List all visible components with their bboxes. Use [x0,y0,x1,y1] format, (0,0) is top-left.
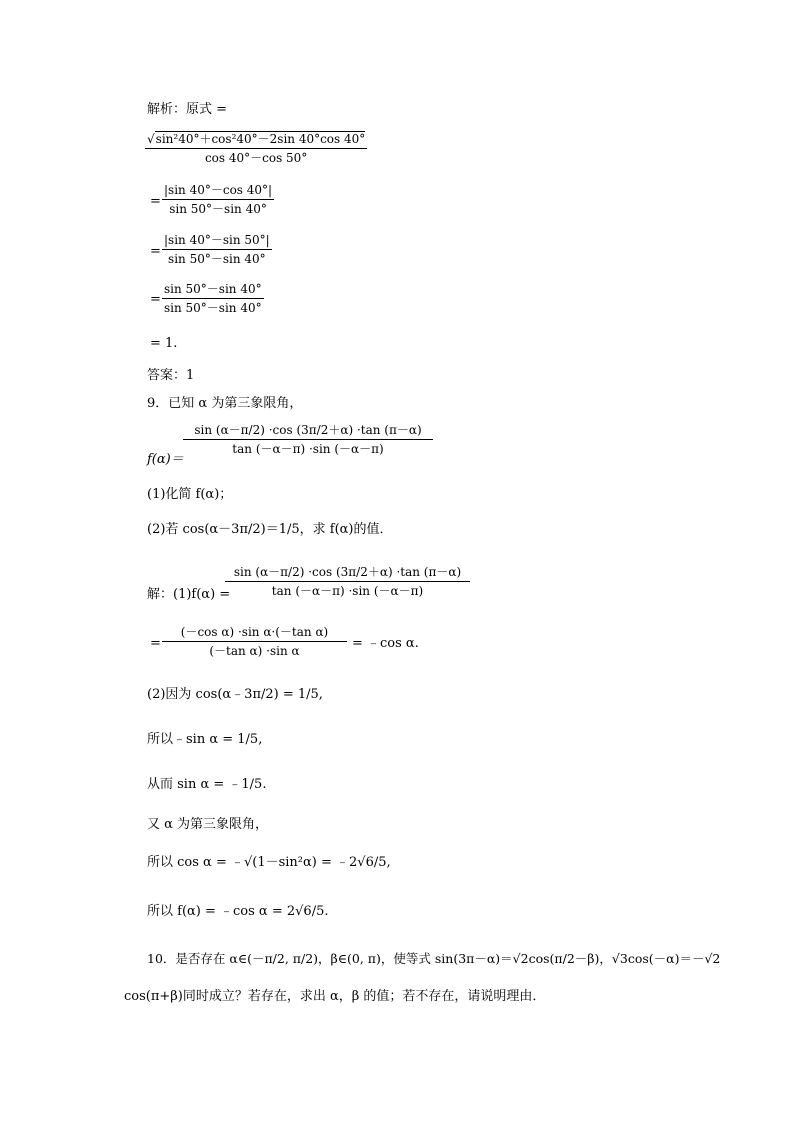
q10-line1: 10．是否存在 α∈(－π/2, π/2)，β∈(0, π)，使等式 sin(3π－α)＝√2cos(π/2－β)，√3cos(－α)＝－√2 [147,951,721,966]
frac3-denominator: sin 50°－sin 40° [168,252,266,266]
sol9-step-numerator: (－cos α) ·sin α·(－tan α) [180,625,329,639]
sol9-denominator: tan (－α－π) ·sin (－α－π) [271,584,424,598]
sol9-step-fraction [162,626,347,657]
frac4-denominator: sin 50°－sin 40° [164,301,262,315]
analysis-label: 解析：原式 = [147,102,228,117]
equals-sign: = [150,636,161,651]
sol9-numerator: sin (α－π/2) ·cos (3π/2＋α) ·tan (π－α) [233,565,462,579]
q9-f-denominator: tan (－α－π) ·sin (－α－π) [232,442,384,456]
equals-sign: = [150,194,161,209]
sol9-fraction [225,566,470,597]
q10-line2: cos(π+β)同时成立？若存在，求出 α，β 的值；若不存在，请说明理由． [124,989,546,1004]
frac2-numerator: |sin 40°－cos 40°| [164,183,273,197]
fraction-step3 [162,234,272,265]
fraction-original-expr: √sin²40°＋cos²40°－2sin 40°cos 40° cos 40°－cos 50° [147,132,366,165]
frac4-numerator: sin 50°－sin 40° [164,282,262,296]
q9-part2: (2)若 cos(α－3π/2)＝1/5，求 f(α)的值． [147,522,393,537]
answer-line: 答案：1 [147,368,195,383]
frac1-denominator: cos 40°－cos 50° [204,151,308,165]
sol9-p2e: 所以 cos α = ﹣√(1－sin²α) = ﹣2√6/5, [147,855,391,870]
sol9-p2b: 所以﹣sin α = 1/5, [147,732,263,747]
sol9-step-result: = ﹣cos α. [352,636,419,651]
sol9-start: 解：(1)f(α) = [147,587,231,602]
frac3-numerator: |sin 40°－sin 50°| [164,233,270,247]
q9-stem: 9．已知 α 为第三象限角， [147,396,303,411]
sol9-p2f: 所以 f(α) = ﹣cos α = 2√6/5. [147,904,329,919]
q9-f-numerator: sin (α－π/2) ·cos (3π/2＋α) ·tan (π－α) [194,423,422,437]
q9-f-label: f(α)＝ [147,452,184,467]
q9-part1: (1)化简 f(α)； [147,487,233,502]
sol9-p2d: 又 α 为第三象限角， [147,817,269,832]
sol9-p2c: 从而 sin α = ﹣1/5. [147,777,267,792]
fraction-step4 [162,283,264,314]
frac2-denominator: sin 50°－sin 40° [169,202,267,216]
result-line: = 1. [150,336,178,351]
equals-sign: = [150,244,161,259]
q9-f-fraction [183,424,433,455]
sol9-step-denominator: (－tan α) ·sin α [209,644,300,658]
frac1-numerator: sin²40°＋cos²40°－2sin 40°cos 40° [155,132,366,146]
fraction-step2 [162,184,274,215]
sol9-p2a: (2)因为 cos(α﹣3π/2) = 1/5, [147,687,323,702]
equals-sign: = [150,292,161,307]
